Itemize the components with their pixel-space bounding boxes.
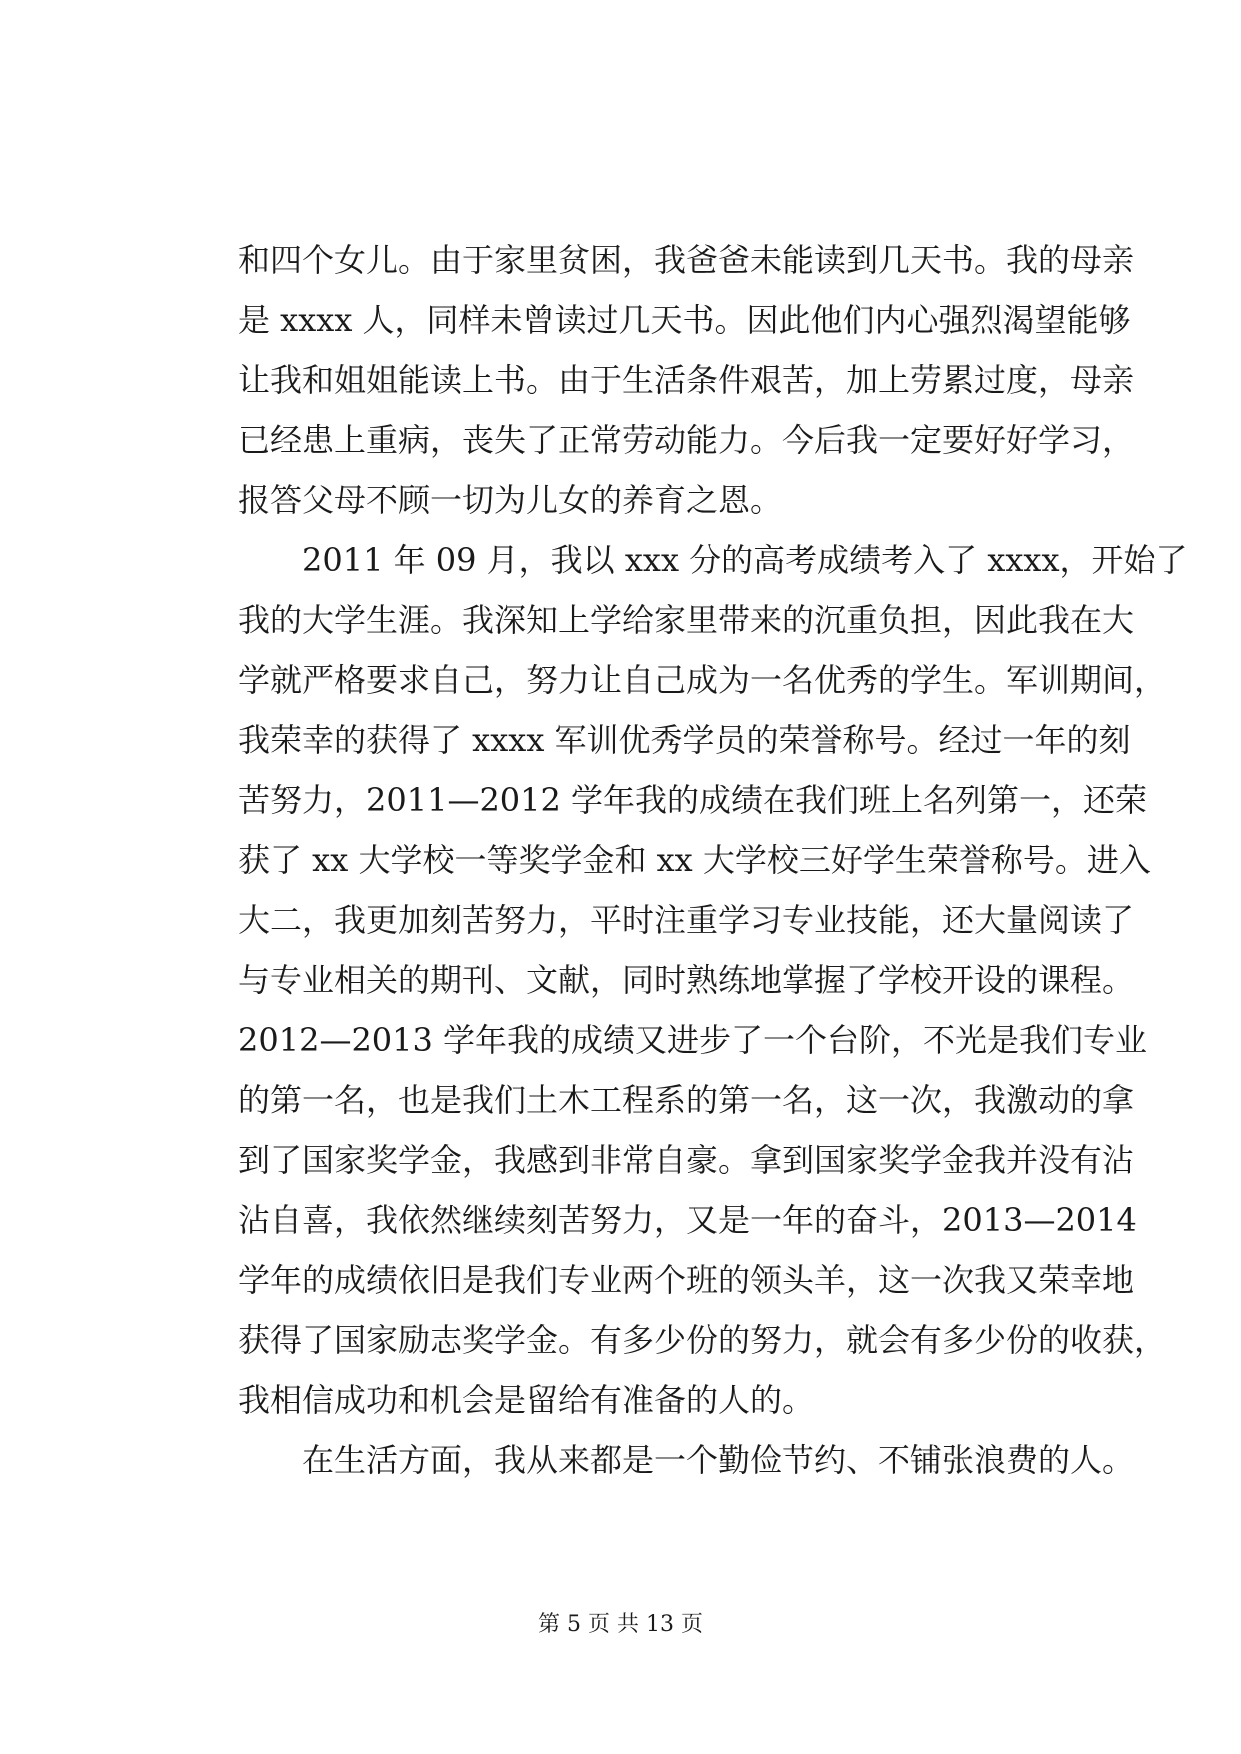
document-body <box>238 230 1188 1490</box>
text-line: 学就严格要求自己，努力让自己成为一名优秀的学生。军训期间， <box>238 661 1167 699</box>
text-line: 和四个女儿。由于家里贫困，我爸爸未能读到几天书。我的母亲 <box>238 241 1135 279</box>
text-line: 我相信成功和机会是留给有准备的人的。 <box>238 1381 815 1419</box>
paragraph <box>238 1430 1135 1490</box>
text-line: 大二，我更加刻苦努力，平时注重学习专业技能，还大量阅读了 <box>238 901 1135 939</box>
text-line: 与专业相关的期刊、文献，同时熟练地掌握了学校开设的课程。 <box>238 961 1135 999</box>
text-line: 我荣幸的获得了 xxxx 军训优秀学员的荣誉称号。经过一年的刻 <box>238 721 1131 759</box>
page-footer: 第 5 页 共 13 页 <box>538 1612 703 1637</box>
text-line: 沾自喜，我依然继续刻苦努力，又是一年的奋斗，2013—2014 <box>238 1201 1137 1239</box>
text-line: 报答父母不顾一切为儿女的养育之恩。 <box>238 481 783 519</box>
text-line: 2012—2013 学年我的成绩又进步了一个台阶，不光是我们专业 <box>238 1021 1148 1059</box>
text-line: 的第一名，也是我们土木工程系的第一名，这一次，我激动的拿 <box>238 1081 1135 1119</box>
paragraph <box>238 530 1188 1430</box>
text-line: 学年的成绩依旧是我们专业两个班的领头羊，这一次我又荣幸地 <box>238 1261 1135 1299</box>
text-line: 让我和姐姐能读上书。由于生活条件艰苦，加上劳累过度，母亲 <box>238 361 1135 399</box>
text-line: 在生活方面，我从来都是一个勤俭节约、不铺张浪费的人。 <box>302 1441 1135 1479</box>
text-line: 到了国家奖学金，我感到非常自豪。拿到国家奖学金我并没有沾 <box>238 1141 1135 1179</box>
text-line: 2011 年 09 月，我以 xxx 分的高考成绩考入了 xxxx，开始了 <box>302 541 1188 579</box>
paragraph <box>238 230 1135 530</box>
text-line: 获得了国家励志奖学金。有多少份的努力，就会有多少份的收获， <box>238 1321 1167 1359</box>
text-line: 我的大学生涯。我深知上学给家里带来的沉重负担，因此我在大 <box>238 601 1135 639</box>
text-line: 已经患上重病，丧失了正常劳动能力。今后我一定要好好学习， <box>238 421 1135 459</box>
text-line: 苦努力，2011—2012 学年我的成绩在我们班上名列第一，还荣 <box>238 781 1148 819</box>
text-line: 获了 xx 大学校一等奖学金和 xx 大学校三好学生荣誉称号。进入 <box>238 841 1151 879</box>
text-line: 是 xxxx 人，同样未曾读过几天书。因此他们内心强烈渴望能够 <box>238 301 1131 339</box>
